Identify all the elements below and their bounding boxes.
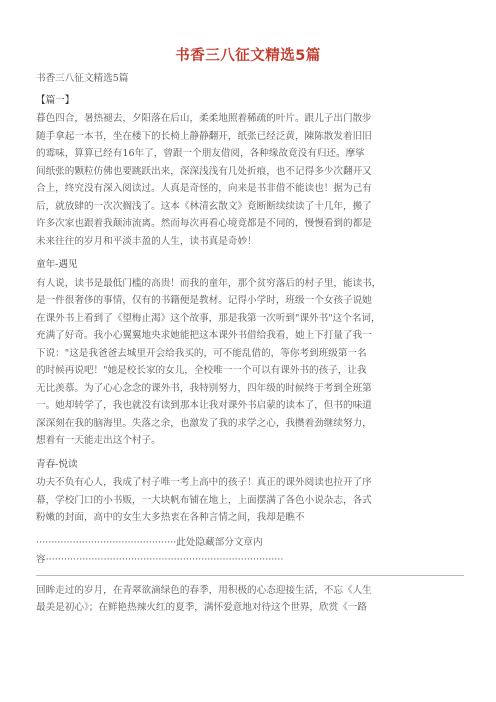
section-label: 【篇一】 xyxy=(36,94,75,106)
paragraph-line: 想着有一天能走出这个村子。 xyxy=(36,435,161,446)
hidden-content-notice-cont: 容·············································································· xyxy=(36,554,284,565)
paragraph-line: 深深刻在我的脑海里。失落之余，也激发了我的求学之心，我攒着劲继续努力， xyxy=(36,417,372,429)
youth-paragraph xyxy=(36,474,464,527)
paragraph-line: 许多次家也跟着我颠沛流离。然而每次再看心境竟都是不同的，慢慢看到的都是 xyxy=(36,218,372,229)
section-heading-youth: 青春-悦读 xyxy=(36,458,78,470)
document-body xyxy=(36,70,464,617)
childhood-paragraph xyxy=(36,275,464,450)
paragraph-line: 的霉味，算算已经有16年了，曾跟一个朋友借阅，各种缘故竟没有归还。摩挲 xyxy=(36,148,365,159)
paragraph-line: 幕，学校门口的小书贩，一大块帆布铺在地上，上面摆满了各色小说杂志，各式 xyxy=(36,494,372,506)
paragraph-line: 回眸走过的岁月，在青翠欲滴绿色的春季，用积极的心态迎接生活，不忘《人生 xyxy=(36,584,372,596)
document-title: 书香三八征文精选5篇 xyxy=(175,48,321,64)
paragraph-line: 后，就放肆的一次次搁浅了。这本《林清玄散文》竟断断续续读了十几年，搬了 xyxy=(36,200,372,212)
paragraph-line: 的时候再说吧！"她是校长家的女儿，全校唯一一个可以有课外书的孩子，让我 xyxy=(36,365,367,376)
paragraph-line: 最美是初心》；在鲜艳热辣火红的夏季，满怀爱意地对待这个世界，欣赏《一路 xyxy=(36,602,367,613)
section-heading-childhood: 童年-遇见 xyxy=(36,259,78,270)
paragraph-line: 一。她却转学了，我也就没有读到那本让我对课外书启蒙的读本了，但书的味道 xyxy=(36,400,372,411)
paragraph-line: 随手拿起一本书，坐在楼下的长椅上静静翻开，纸张已经泛黄，陳陈散发着旧旧 xyxy=(36,130,372,142)
document-subtitle: 书香三八征文精选5篇 xyxy=(36,73,129,84)
paragraph-line: 在课外书上看到了《望梅止渴》这个故事，那是我第一次听到"课外书"这个名词， xyxy=(36,312,381,324)
paragraph-line: 间纸张的颗粒仿佛也要跳跃出来，深深浅浅有几处折痕，也不记得多少次翻开又 xyxy=(36,165,372,177)
paragraph-line: 充满了好奇。我小心翼翼地央求她能把这本课外书借给我看，她上下打量了我一 xyxy=(36,330,372,341)
paragraph-line: 下说："这是我爸爸去城里开会给我买的，可不能乱借的，等你考到班级第一名 xyxy=(36,347,367,359)
paragraph-line: 合上，终究没有深入阅读过。人真是奇怪的，向来是书非借不能读也！据为己有 xyxy=(36,183,372,194)
paragraph-line: 是一件很奢侈的事情，仅有的书籍便是教材。记得小学时，班级一个女孩子说她 xyxy=(36,295,372,306)
paragraph-line: 暮色四合，暑热褪去，夕阳落在后山，柔柔地照着稀疏的叶片。跟儿子出门散步 xyxy=(36,113,372,124)
paragraph-line: 有人说，读书是最低门槛的高贵！而我的童年，那个贫穷落后的村子里，能读书， xyxy=(36,277,382,289)
paragraph-line: 粉嫩的封面，高中的女生大多热衷在各种言情之间，我却是瞧不 xyxy=(36,512,305,523)
hidden-content-notice: ··············································此处隐藏部分文章内 xyxy=(36,536,263,548)
divider xyxy=(36,575,464,576)
paragraph-line: 功夫不负有心人，我成了村子唯一考上高中的孩子！真正的课外阅读也拉开了序 xyxy=(36,477,372,488)
paragraph-line: 未来往往的岁月和平淡丰盈的人生，读书真是奇妙！ xyxy=(36,235,257,247)
intro-paragraph xyxy=(36,110,464,250)
closing-paragraph xyxy=(36,582,464,617)
paragraph-line: 无比羡慕。为了心心念念的课外书，我特别努力，四年级的时候终于考到全班第 xyxy=(36,382,372,394)
